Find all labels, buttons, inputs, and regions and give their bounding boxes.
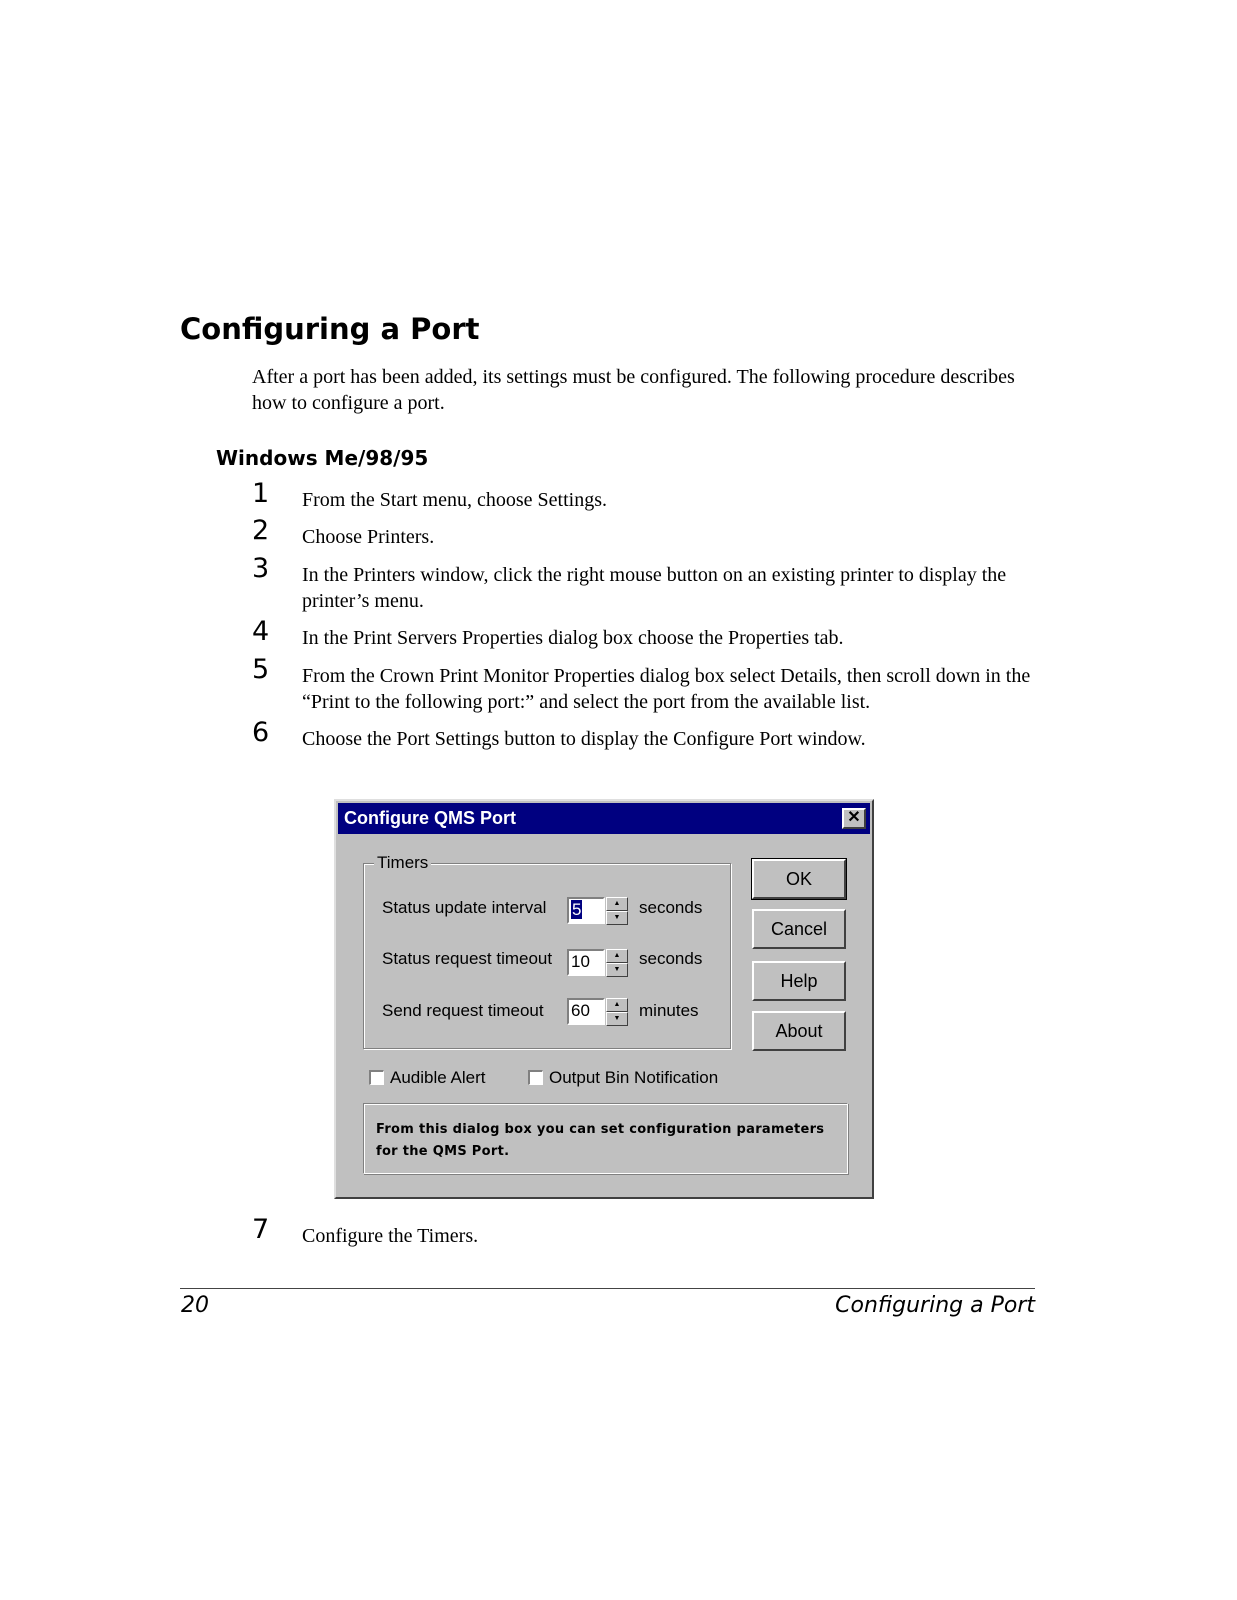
dialog-title: Configure QMS Port	[344, 808, 516, 828]
description-text: From this dialog box you can set configuration parameters for the QMS Port.	[376, 1122, 825, 1159]
step-text: Choose Printers.	[302, 526, 435, 548]
spin-down-arrow-icon[interactable]: ▼	[606, 963, 628, 977]
status-update-interval-spinner[interactable]	[606, 897, 628, 925]
step-number: 7	[252, 1214, 270, 1245]
timers-groupbox	[363, 853, 731, 1049]
page-title: Configuring a Port	[180, 312, 480, 346]
checkbox-icon[interactable]	[528, 1070, 543, 1085]
section-subheading: Windows Me/98/95	[216, 446, 429, 470]
step-number: 5	[252, 654, 270, 685]
status-request-timeout-label: Status request timeout	[382, 949, 553, 968]
footer-section-title: Configuring a Port	[835, 1293, 1035, 1318]
spin-up-arrow-icon[interactable]: ▲	[606, 949, 628, 963]
status-update-interval-input[interactable]: 5	[567, 897, 605, 924]
status-update-interval-label: Status update interval	[382, 898, 547, 917]
step-number: 1	[252, 478, 270, 509]
step-number: 4	[252, 616, 270, 647]
spin-down-arrow-icon[interactable]: ▼	[606, 911, 628, 925]
step-text: From the Crown Print Monitor Properties dialog box select Details, then scroll down in the “Print to the following port:” and select the port from the available list.	[302, 665, 1031, 713]
ok-button[interactable]: OK	[752, 859, 846, 899]
output-bin-notification-label: Output Bin Notification	[549, 1068, 719, 1087]
send-request-timeout-spinner[interactable]	[606, 998, 628, 1026]
spin-up-arrow-icon[interactable]: ▲	[606, 897, 628, 911]
about-button[interactable]: About	[752, 1011, 846, 1051]
step-text: Choose the Port Settings button to display the Configure Port window.	[302, 728, 866, 750]
close-button[interactable]	[842, 808, 866, 829]
dialog-titlebar[interactable]	[338, 803, 870, 834]
configure-port-dialog	[334, 799, 874, 1199]
status-request-timeout-unit: seconds	[639, 949, 703, 968]
page-number: 20	[181, 1293, 209, 1318]
audible-alert-checkbox[interactable]	[369, 1068, 485, 1088]
cancel-button[interactable]: Cancel	[752, 909, 846, 949]
send-request-timeout-unit: minutes	[639, 1001, 699, 1020]
send-request-timeout-input[interactable]: 60	[567, 998, 605, 1025]
status-update-interval-unit: seconds	[639, 898, 703, 917]
audible-alert-label: Audible Alert	[390, 1068, 486, 1087]
spin-down-arrow-icon[interactable]: ▼	[606, 1012, 628, 1026]
intro-paragraph: After a port has been added, its settings must be configured. The following procedure describes how to configure a port.	[252, 366, 1015, 414]
help-button[interactable]: Help	[752, 961, 846, 1001]
step-text: From the Start menu, choose Settings.	[302, 489, 607, 511]
status-request-timeout-input[interactable]: 10	[567, 949, 605, 976]
timers-group-label: Timers	[374, 853, 431, 873]
description-panel	[363, 1103, 848, 1174]
close-icon: ✕	[847, 809, 861, 826]
send-request-timeout-label: Send request timeout	[382, 1001, 544, 1020]
step-text: In the Print Servers Properties dialog box choose the Properties tab.	[302, 627, 844, 649]
step-text: Configure the Timers.	[302, 1225, 479, 1247]
checkbox-icon[interactable]	[369, 1070, 384, 1085]
step-text: In the Printers window, click the right mouse button on an existing printer to display the printer’s menu.	[302, 564, 1007, 612]
step-number: 6	[252, 717, 270, 748]
step-number: 2	[252, 515, 270, 546]
status-request-timeout-spinner[interactable]	[606, 949, 628, 977]
step-number: 3	[252, 553, 270, 584]
footer-divider	[180, 1288, 1035, 1289]
spin-up-arrow-icon[interactable]: ▲	[606, 998, 628, 1012]
output-bin-notification-checkbox[interactable]	[528, 1068, 718, 1088]
